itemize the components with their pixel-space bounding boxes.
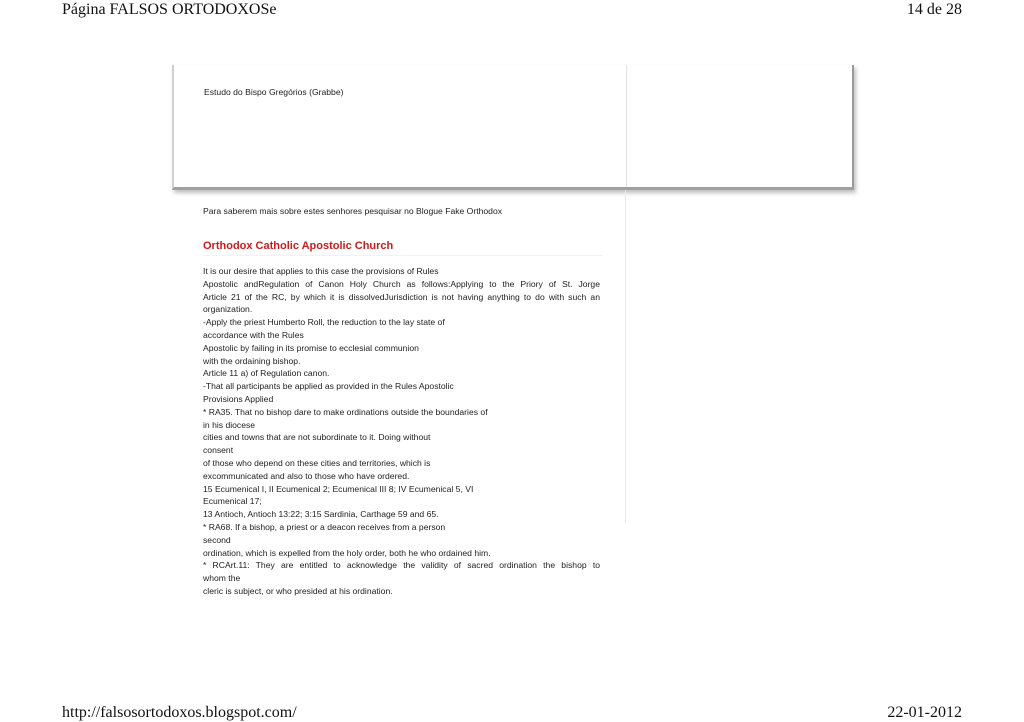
body-line: cities and towns that are not subordinate to it. Doing without (203, 432, 431, 443)
section-title[interactable]: Orthodox Catholic Apostolic Church (203, 240, 603, 256)
body-line: * RCArt.11: They are entitled to acknowledge the validity of sacred ordination the bishop to (203, 560, 600, 571)
page-number: 14 de 28 (906, 1, 962, 18)
body-line: Ecumenical 17; (203, 496, 262, 507)
body-line: 15 Ecumenical I, II Ecumenical 2; Ecumenical III 8; IV Ecumenical 5, VI (203, 483, 474, 494)
body-line: in his diocese (203, 419, 256, 430)
body-line: Article 21 of the RC, by which it is dissolvedJurisdiction is not having anything to do with such an (203, 291, 600, 302)
body-line: second (203, 534, 231, 545)
body-line: 13 Antioch, Antioch 13:22; 3:15 Sardinia, Carthage 59 and 65. (203, 509, 439, 520)
article-body (203, 265, 600, 598)
body-line: Apostolic andRegulation of Canon Holy Church as follows:Applying to the Priory of St. Jorge (203, 278, 600, 289)
box-divider (626, 65, 627, 187)
footer-url: http://falsosortodoxos.blogspot.com/ (62, 704, 297, 721)
box-caption: Estudo do Bispo Gregórios (Grabbe) (204, 87, 344, 97)
body-line: whom the (203, 573, 241, 584)
body-line: Provisions Applied (203, 393, 274, 404)
body-line: with the ordaining bishop. (203, 355, 301, 366)
column-divider (625, 190, 626, 523)
body-line: -That all participants be applied as provided in the Rules Apostolic (203, 381, 454, 392)
body-line: * RA35. That no bishop dare to make ordinations outside the boundaries of (203, 406, 488, 417)
body-line: consent (203, 445, 234, 456)
intro-text: Para saberem mais sobre estes senhores pesquisar no Blogue Fake Orthodox (203, 206, 503, 216)
body-line: of those who depend on these cities and territories, which is (203, 457, 431, 468)
body-line: ordination, which is expelled from the holy order, both he who ordained him. (203, 547, 491, 558)
body-line: Article 11 a) of Regulation canon. (203, 368, 330, 379)
body-line: -Apply the priest Humberto Roll, the reduction to the lay state of (203, 317, 445, 328)
page-header-title: Página FALSOS ORTODOXOSe (62, 1, 277, 18)
body-line: accordance with the Rules (203, 329, 304, 340)
body-line: It is our desire that applies to this case the provisions of Rules (203, 266, 439, 276)
footer-date: 22-01-2012 (887, 704, 962, 721)
body-line: cleric is subject, or who presided at his ordination. (203, 585, 393, 596)
body-line: * RA68. If a bishop, a priest or a deacon receives from a person (203, 521, 446, 532)
body-line: excommunicated and also to those who have ordered. (203, 470, 410, 481)
body-line: organization. (203, 304, 253, 315)
body-line: Apostolic by failing in its promise to ecclesial communion (203, 342, 419, 353)
image-box (172, 65, 854, 190)
